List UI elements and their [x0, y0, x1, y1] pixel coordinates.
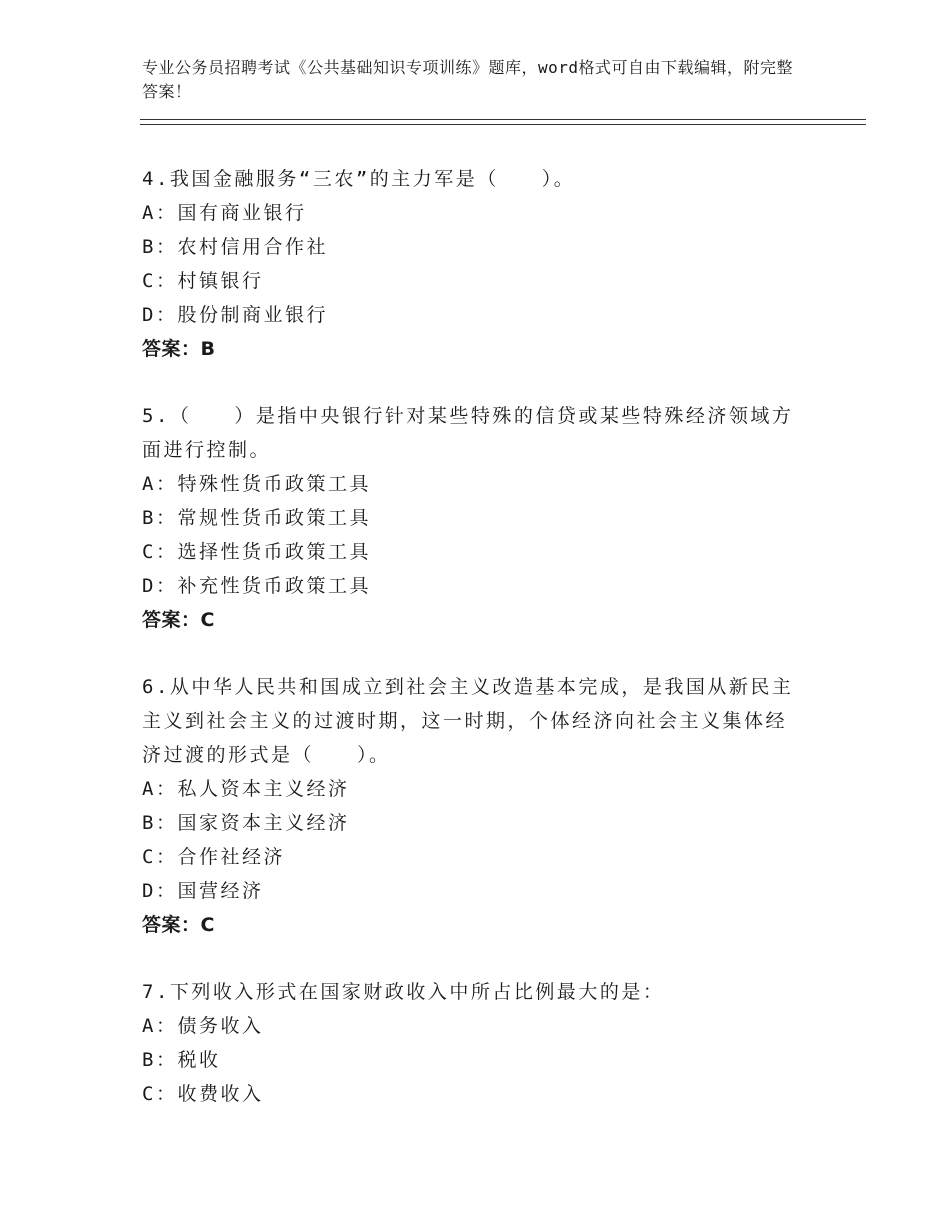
option-c: C：选择性货币政策工具 [142, 541, 371, 563]
question-7 [142, 975, 802, 1111]
document-header [142, 56, 802, 104]
option-b: B：农村信用合作社 [142, 236, 328, 258]
option-b: B：常规性货币政策工具 [142, 507, 371, 529]
option-b: B：税收 [142, 1049, 221, 1071]
question-stem: 7.下列收入形式在国家财政收入中所占比例最大的是： [142, 981, 665, 1003]
option-c: C：合作社经济 [142, 846, 285, 868]
question-6 [142, 670, 802, 942]
question-list [142, 162, 802, 1144]
header-divider [140, 119, 866, 125]
question-stem: 4.我国金融服务“三农”的主力军是（ ）。 [142, 168, 576, 190]
option-a: A：特殊性货币政策工具 [142, 473, 371, 495]
answer: 答案：C [142, 609, 215, 631]
question-4 [142, 162, 802, 366]
option-d: D：国营经济 [142, 880, 264, 902]
option-a: A：私人资本主义经济 [142, 778, 350, 800]
option-c: C：村镇银行 [142, 270, 264, 292]
option-d: D：补充性货币政策工具 [142, 575, 371, 597]
option-a: A：债务收入 [142, 1015, 264, 1037]
option-c: C：收费收入 [142, 1083, 264, 1105]
answer: 答案：C [142, 914, 215, 936]
question-5 [142, 399, 802, 637]
question-stem: 5.（ ）是指中央银行针对某些特殊的信贷或某些特殊经济领域方面进行控制。 [142, 405, 794, 461]
option-d: D：股份制商业银行 [142, 304, 328, 326]
option-a: A：国有商业银行 [142, 202, 307, 224]
header-text: 专业公务员招聘考试《公共基础知识专项训练》题库，word格式可自由下载编辑，附完整答案！ [142, 58, 794, 101]
answer: 答案：B [142, 338, 216, 360]
question-stem: 6.从中华人民共和国成立到社会主义改造基本完成，是我国从新民主主义到社会主义的过渡时期，这一时期，个体经济向社会主义集体经济过渡的形式是（ ）。 [142, 676, 794, 766]
option-b: B：国家资本主义经济 [142, 812, 350, 834]
